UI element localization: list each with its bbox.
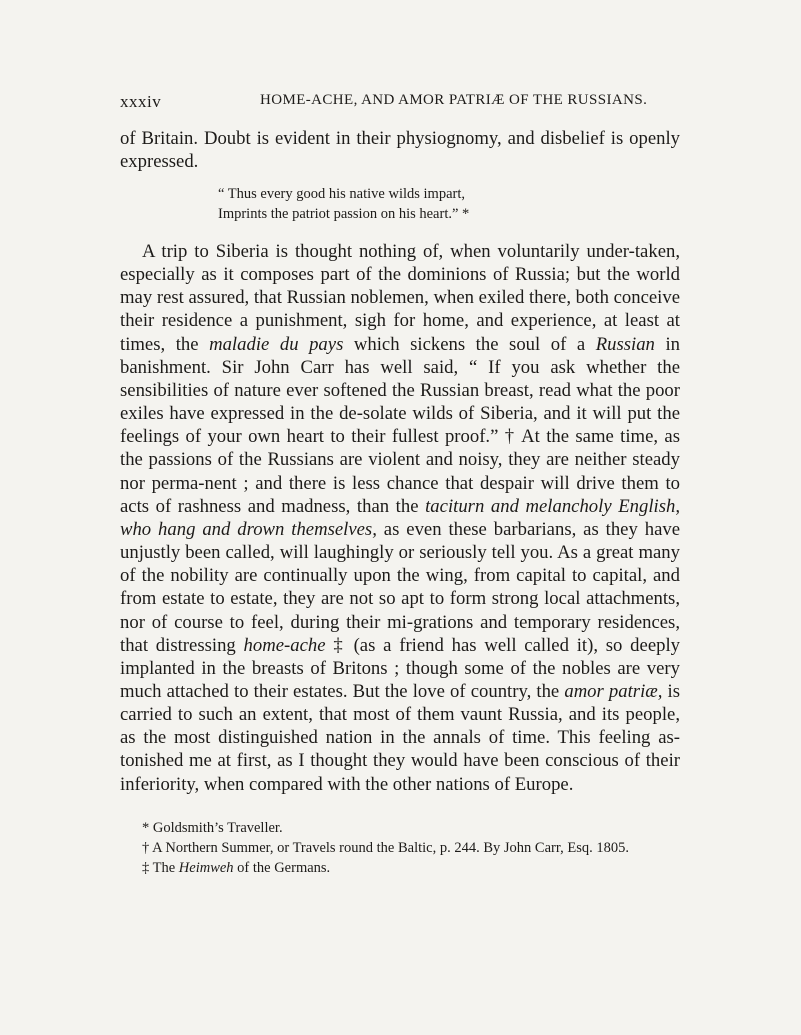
footnote-3-suffix: of the Germans. <box>233 860 331 876</box>
italic-phrase-amor: amor patriæ, <box>564 680 663 702</box>
main-paragraph <box>120 240 680 796</box>
italic-phrase-taciturn: taciturn and melancholy English, who hang and drown themselves, <box>120 495 681 540</box>
paragraph-segment: as even these barbarians, as they have unjustly been called, will laughingly or seriously tell you. As a great many of the nobility are continually upon the wing, from capital to capital, and from estate to estate, they are not so apt to form strong local attachments, nor of course to feel, during their mi-grations and temporary residences, that distressing <box>120 518 680 656</box>
paragraph-segment: A trip to Siberia is thought nothing of, when voluntarily under-taken, especially as it composes part of the dominions of Russia; but the world may rest assured, that Russian noblemen, when exiled there, both conceive their residence a punishment, sigh for home, and experience, at least at times, the <box>120 241 680 355</box>
italic-phrase-maladie: maladie du pays <box>209 333 344 355</box>
italic-phrase-home-ache: home-ache <box>243 634 326 656</box>
paragraph-segment: ‡ (as a friend has well called it), so deeply implanted in the breasts of Britons ; though some of the nobles are very much attached to their estates. But the love of country, the <box>120 634 680 702</box>
verse-quote <box>218 184 638 224</box>
footnote-3-italic: Heimweh <box>178 860 234 876</box>
page-number: xxxiv <box>120 92 162 111</box>
page-header <box>120 92 680 114</box>
opening-paragraph <box>120 128 680 174</box>
paragraph-segment: is carried to such an extent, that most of them vaunt Russia, and its people, as the most distinguished nation in the annals of time. This feeling as-tonished me at first, as I thought they would have been conscious of their inferiority, when compared with the other nations of Europe. <box>120 680 680 795</box>
footnotes <box>120 818 680 878</box>
verse-line-2: Imprints the patriot passion on his heart.” * <box>218 206 470 222</box>
running-title: HOME-ACHE, AND AMOR PATRIÆ OF THE RUSSIANS. <box>260 92 648 108</box>
opening-paragraph-text: of Britain. Doubt is evident in their physiognomy, and disbelief is openly expressed. <box>120 128 680 172</box>
footnote-1: * Goldsmith’s Traveller. <box>142 820 283 836</box>
italic-phrase-russian: Russian <box>595 333 655 355</box>
verse-line-1: “ Thus every good his native wilds impart, <box>218 186 465 202</box>
paragraph-segment: which sickens the soul of a <box>343 333 596 355</box>
paragraph-segment: in banishment. Sir John Carr has well said, “ If you ask whether the sensibilities of nature ever softened the Russian breast, read what the poor exiles have expressed in the de-solate wilds of Siberia, and it will put the feelings of your own heart to their fullest proof.” † At the same time, as the passions of the Russians are violent and noisy, they are neither steady nor perma-nent ; and there is less chance that despair will drive them to acts of rashness and madness, than the <box>120 333 680 517</box>
footnote-3-prefix: ‡ The <box>142 860 179 876</box>
footnote-3 <box>120 858 680 878</box>
footnote-2: † A Northern Summer, or Travels round the Baltic, p. 244. By John Carr, Esq. 1805. <box>142 840 629 856</box>
